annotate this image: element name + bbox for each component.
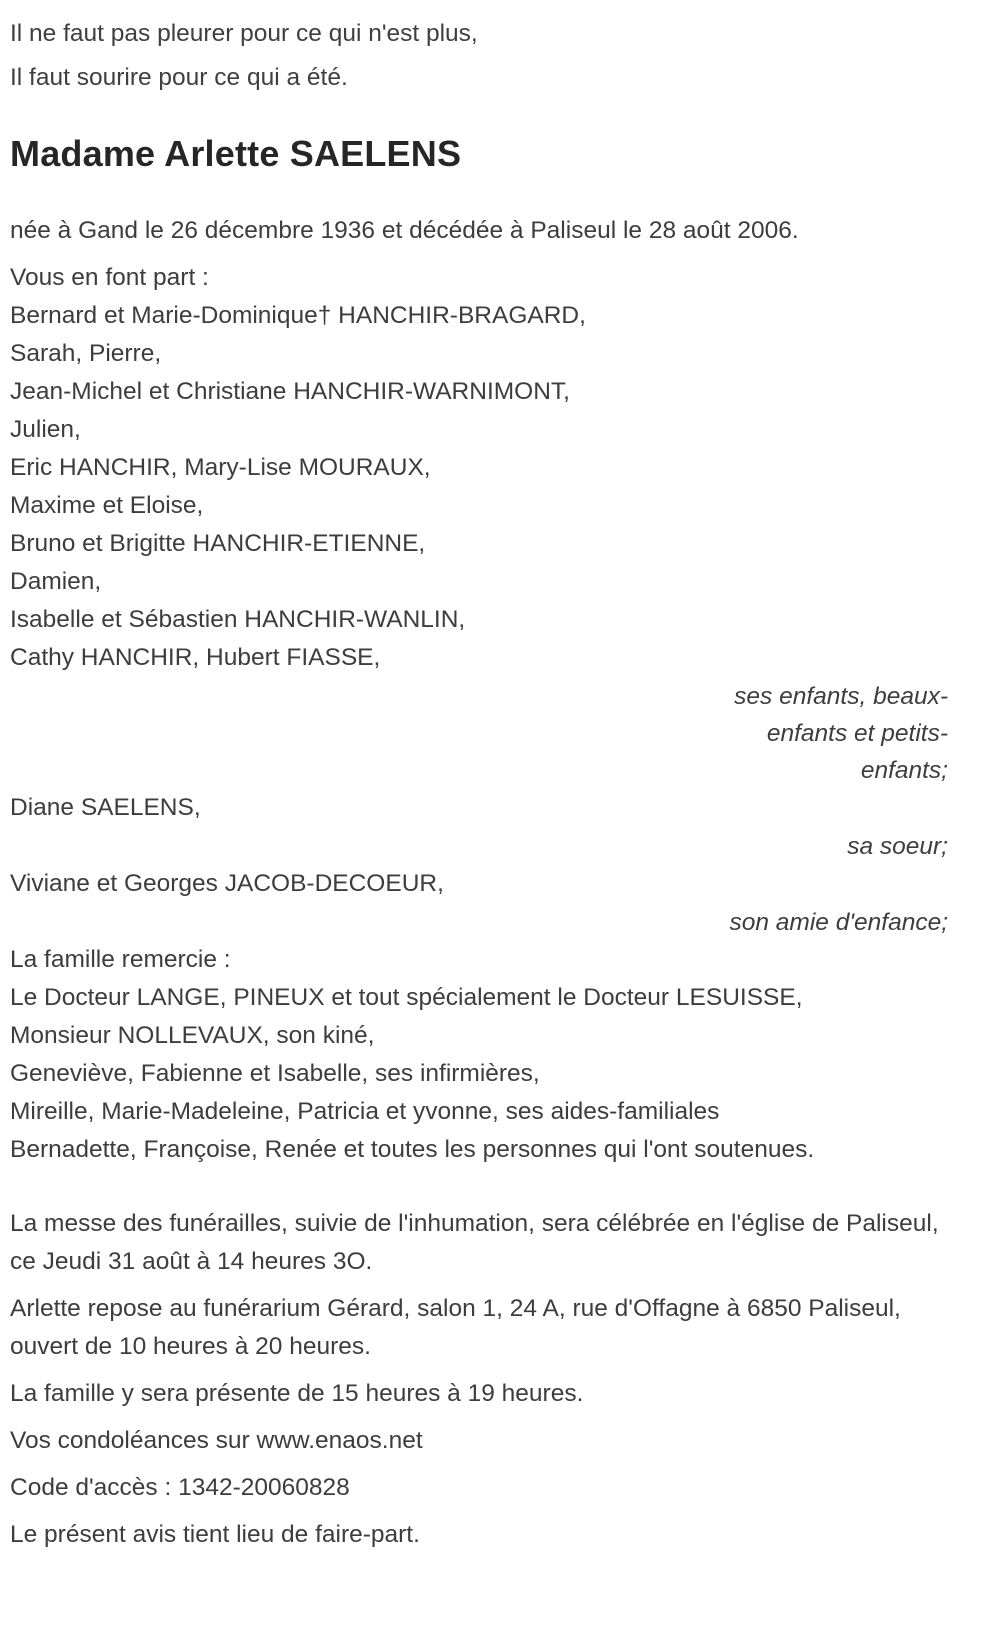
family-line: Bernard et Marie-Dominique† HANCHIR-BRAGARD, xyxy=(10,302,586,329)
family-line: Eric HANCHIR, Mary-Lise MOURAUX, xyxy=(10,454,431,481)
family-list xyxy=(10,297,948,677)
closing-note: Le présent avis tient lieu de faire-part. xyxy=(10,1521,420,1548)
epigraph xyxy=(10,12,948,100)
family-line: Jean-Michel et Christiane HANCHIR-WARNIMONT, xyxy=(10,378,570,405)
thanks-line: Bernadette, Françoise, Renée et toutes les personnes qui l'ont soutenues. xyxy=(10,1136,815,1163)
condolences-info: Vos condoléances sur www.enaos.net xyxy=(10,1427,423,1454)
relation-children: ses enfants, beaux-enfants et petits-enfants; xyxy=(734,683,948,784)
life-dates: née à Gand le 26 décembre 1936 et décédée à Paliseul le 28 août 2006. xyxy=(10,217,799,244)
section-spacer xyxy=(10,1169,948,1205)
family-line: Julien, xyxy=(10,416,81,443)
thanks-line: Monsieur NOLLEVAUX, son kiné, xyxy=(10,1022,375,1049)
family-line: Sarah, Pierre, xyxy=(10,340,162,367)
epigraph-line: Il ne faut pas pleurer pour ce qui n'est plus, xyxy=(10,20,478,47)
family-line: Maxime et Eloise, xyxy=(10,492,204,519)
epigraph-line: Il faut sourire pour ce qui a été. xyxy=(10,64,348,91)
sister-line: Diane SAELENS, xyxy=(10,794,201,821)
ceremony-info: La messe des funérailles, suivie de l'inhumation, sera célébrée en l'église de Paliseul, ce Jeudi 31 août à 14 heures 3O. xyxy=(10,1210,939,1275)
thanks-line: Mireille, Marie-Madeleine, Patricia et yvonne, ses aides-familiales xyxy=(10,1098,720,1125)
friend-line: Viviane et Georges JACOB-DECOEUR, xyxy=(10,870,444,897)
access-code: Code d'accès : 1342-20060828 xyxy=(10,1474,350,1501)
family-line: Cathy HANCHIR, Hubert FIASSE, xyxy=(10,644,381,671)
family-line: Isabelle et Sébastien HANCHIR-WANLIN, xyxy=(10,606,466,633)
thanks-line: Geneviève, Fabienne et Isabelle, ses infirmières, xyxy=(10,1060,540,1087)
announced-by-intro: Vous en font part : xyxy=(10,264,209,291)
repose-info: Arlette repose au funérarium Gérard, salon 1, 24 A, rue d'Offagne à 6850 Paliseul, ouvert de 10 heures à 20 heures. xyxy=(10,1295,901,1360)
family-line: Bruno et Brigitte HANCHIR-ETIENNE, xyxy=(10,530,426,557)
family-presence-info: La famille y sera présente de 15 heures à 19 heures. xyxy=(10,1380,584,1407)
thanks-line: Le Docteur LANGE, PINEUX et tout spécialement le Docteur LESUISSE, xyxy=(10,984,803,1011)
thanks-intro: La famille remercie : xyxy=(10,946,231,973)
relation-sister: sa soeur; xyxy=(847,833,948,860)
deceased-name-title: Madame Arlette SAELENS xyxy=(10,133,462,174)
thanks-list xyxy=(10,979,945,1169)
relation-friend: son amie d'enfance; xyxy=(729,909,948,936)
family-line: Damien, xyxy=(10,568,102,595)
